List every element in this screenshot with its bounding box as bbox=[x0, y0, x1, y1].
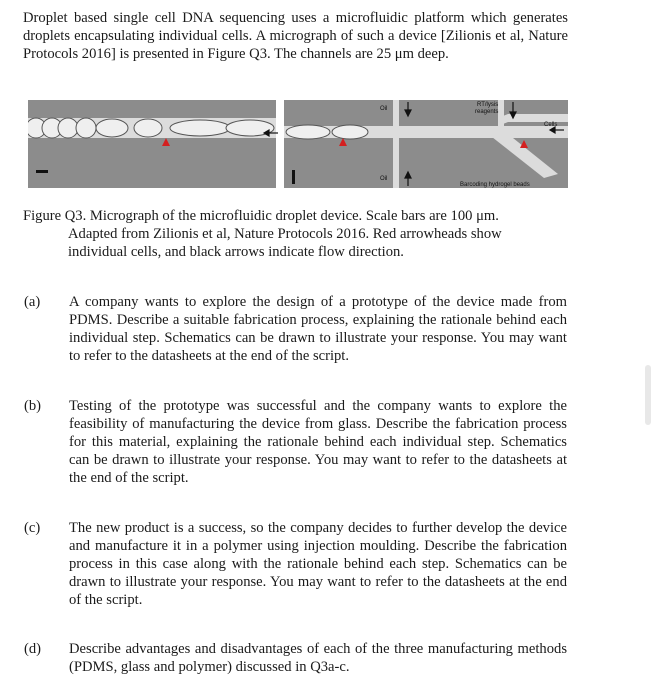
scrollbar[interactable] bbox=[645, 365, 651, 425]
label-oil-bottom: Oil bbox=[380, 176, 388, 182]
intro-paragraph: Droplet based single cell DNA sequencing uses a microfluidic platform which generates droplets encapsulating individual cells. A micrograph of such a device [Zilionis et al, Nature Protocols 2016] is presented in Figure Q3. The channels are 25 μm deep. bbox=[23, 10, 568, 62]
label-reagents: reagents bbox=[475, 109, 499, 115]
question-a-text: A company wants to explore the design of a prototype of the device made from PDMS. Describe a suitable fabrication process, explaining the rationale behind each individual step. Schematics can be drawn to illustrate your response. You may want to refer to the datasheets at the end of the script. bbox=[69, 294, 567, 364]
question-c-label: (c) bbox=[24, 520, 41, 536]
micrograph-figure bbox=[28, 94, 568, 194]
figure-caption-body: Adapted from Zilionis et al, Nature Protocols 2016. Red arrowheads show individual cells, and black arrows indicate flow direction. bbox=[68, 226, 502, 260]
question-b-text: Testing of the prototype was successful and the company wants to explore the feasibility of manufacturing the device from glass. Describe the fabrication process for this material, explaining the rationale behind each individual step. Schematics can be drawn to illustrate your response. You may want to refer to the datasheets at the end of the script. bbox=[69, 398, 567, 486]
question-b-label: (b) bbox=[24, 398, 42, 414]
figure-caption-title: Figure Q3. Micrograph of the microfluidic droplet device. Scale bars are 100 μm. bbox=[23, 208, 499, 224]
left-panel bbox=[28, 100, 276, 188]
droplets bbox=[28, 118, 274, 138]
question-d-label: (d) bbox=[24, 641, 42, 657]
question-c-text: The new product is a success, so the company decides to further develop the device and manufacture it in a polymer using injection moulding. Describe the fabrication process in this case along with the rationale behind each step. Schematics can be drawn to illustrate your response. You may want to refer to the datasheets at the end of the script. bbox=[69, 520, 567, 608]
label-barcoding: Barcoding hydrogel beads bbox=[460, 182, 530, 188]
label-rt-lysis: RT/lysis bbox=[477, 102, 499, 108]
label-oil-top: Oil bbox=[380, 106, 388, 112]
question-d-text: Describe advantages and disadvantages of each of the three manufacturing methods (PDMS, glass and polymer) discussed in Q3a-c. bbox=[69, 641, 567, 675]
question-a-label: (a) bbox=[24, 294, 41, 310]
label-cells: Cells bbox=[544, 122, 558, 128]
